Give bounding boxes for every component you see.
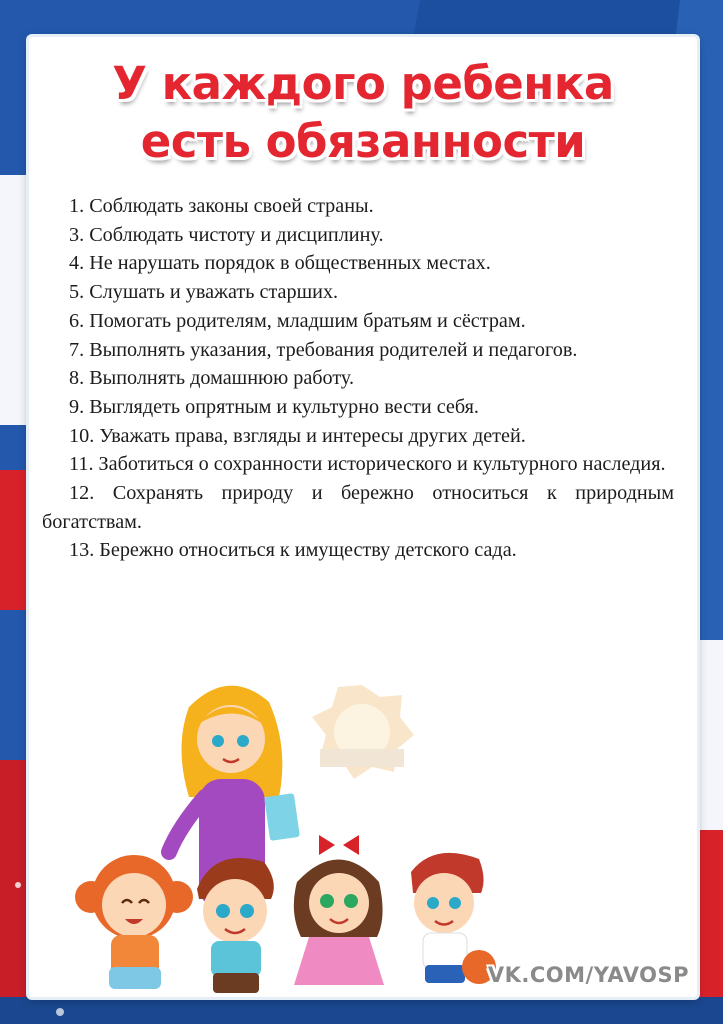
child-girl-pink-icon [294, 835, 384, 985]
duties-list [42, 192, 674, 565]
poster-title [29, 55, 697, 171]
duty-item: 13. Бережно относиться к имуществу детского сада. [69, 539, 517, 562]
duty-item: 11. Заботиться о сохранности исторического и культурного наследия. [69, 453, 666, 476]
title-line-2: есть обязанности [140, 115, 586, 168]
poster-card [29, 37, 697, 997]
duty-item: 3. Соблюдать чистоту и дисциплину. [69, 223, 384, 246]
duty-item: 9. Выглядеть опрятным и культурно вести себя. [69, 395, 479, 418]
child-girl-orange-icon [75, 855, 193, 989]
duty-item: 7. Выполнять указания, требования родителей и педагогов. [69, 338, 578, 361]
duty-item: 4. Не нарушать порядок в общественных местах. [69, 252, 491, 275]
duty-item: 6. Помогать родителям, младшим братьям и сёстрам. [69, 309, 526, 332]
duty-item: 10. Уважать права, взгляды и интересы других детей. [69, 424, 526, 447]
site-link[interactable]: VK.COM/YAVOSP [487, 963, 689, 987]
children-illustration [39, 667, 509, 997]
child-boy-ball-icon [411, 853, 496, 984]
duty-item: 1. Соблюдать законы своей страны. [69, 195, 374, 217]
duty-item: 5. Слушать и уважать старших. [69, 281, 339, 304]
child-boy-stripes-icon [197, 858, 274, 993]
title-line-1: У каждого ребенка [112, 57, 614, 110]
duty-item: 8. Выполнять домашнюю работу. [69, 367, 355, 390]
duty-item: 12. Сохранять природу и бережно относиться к природным богатствам. [42, 482, 674, 533]
